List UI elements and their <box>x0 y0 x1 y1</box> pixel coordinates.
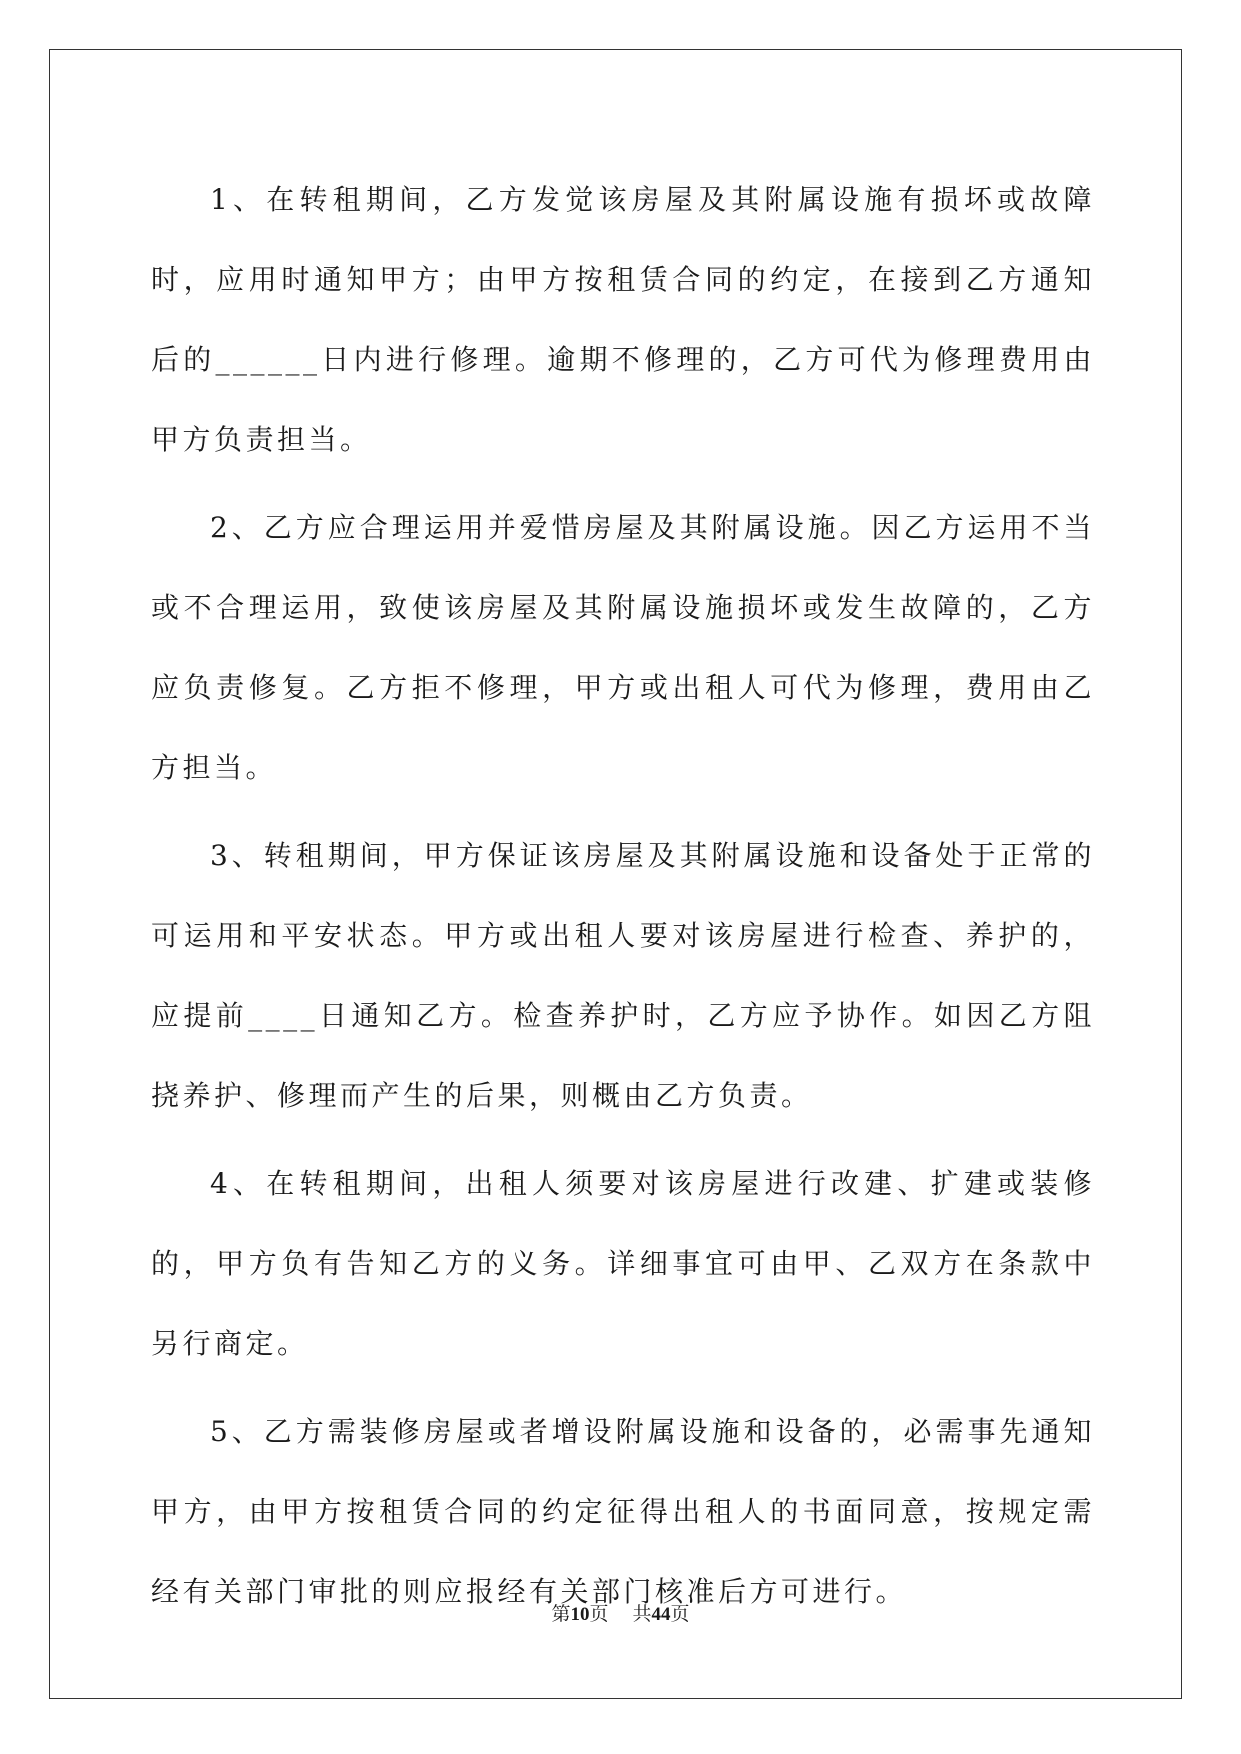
page-mid: 页 <box>589 1603 609 1625</box>
page-prefix: 第 <box>551 1603 571 1625</box>
paragraph-4: 4、在转租期间，出租人须要对该房屋进行改建、扩建或装修的，甲方负有告知乙方的义务。详细事宜可由甲、乙双方在条款中另行商定。 <box>151 1167 1095 1360</box>
paragraph-5: 5、乙方需装修房屋或者增设附属设施和设备的，必需事先通知甲方，由甲方按租赁合同的约定征得出租人的书面同意，按规定需经有关部门审批的则应报经有关部门核准后方可进行。 <box>151 1415 1095 1608</box>
document-body <box>151 160 1095 1640</box>
page-footer <box>0 1601 1241 1628</box>
page-total: 44 <box>651 1604 671 1625</box>
page-current: 10 <box>570 1604 590 1625</box>
paragraph-3: 3、转租期间，甲方保证该房屋及其附属设施和设备处于正常的可运用和平安状态。甲方或出租人要对该房屋进行检查、养护的，应提前____日通知乙方。检查养护时，乙方应予协作。如因乙方阻挠养护、修理而产生的后果，则概由乙方负责。 <box>151 839 1095 1112</box>
total-suffix: 页 <box>670 1603 690 1625</box>
total-prefix: 共 <box>632 1603 652 1625</box>
paragraph-1: 1、在转租期间，乙方发觉该房屋及其附属设施有损坏或故障时，应用时通知甲方；由甲方按租赁合同的约定，在接到乙方通知后的______日内进行修理。逾期不修理的，乙方可代为修理费用由甲方负责担当。 <box>151 183 1095 456</box>
paragraph-2: 2、乙方应合理运用并爱惜房屋及其附属设施。因乙方运用不当或不合理运用，致使该房屋及其附属设施损坏或发生故障的，乙方应负责修复。乙方拒不修理，甲方或出租人可代为修理，费用由乙方担当。 <box>151 511 1095 784</box>
